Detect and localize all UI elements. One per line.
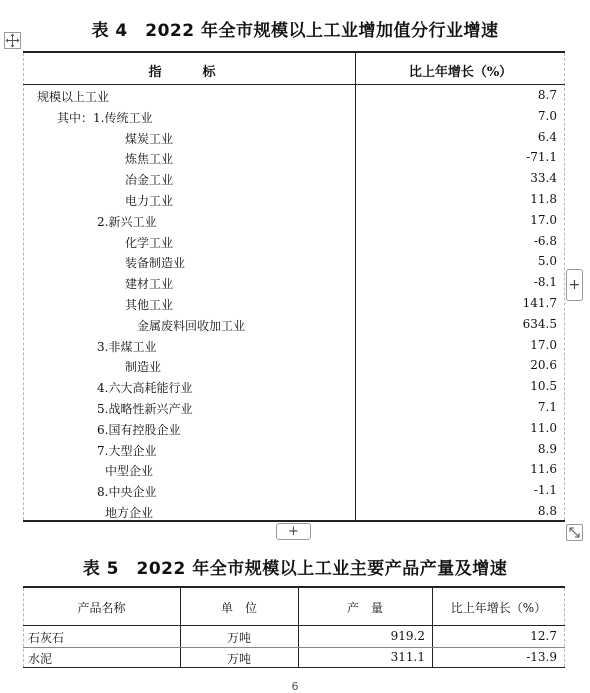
row-label: 其中：1.传统工业 [57,110,153,125]
row-label: 规模以上工业 [37,90,110,104]
row-value: 8.8 [537,503,557,518]
row-label: 煤炭工业 [125,131,174,146]
table5 [23,586,565,668]
row-value: -71.1 [526,150,557,165]
table4-title: 表 4 2022 年全市规模以上工业增加值分行业增速 [91,21,499,41]
row-label: 地方企业 [105,505,154,520]
table4-header [23,53,565,85]
resize-arrow-icon [567,525,582,540]
row-label: 金属废料回收加工业 [137,318,246,333]
page-number: 6 [291,680,299,693]
row-value: 11.8 [530,191,557,206]
row-value: 6.4 [537,129,557,144]
table5-growth: 12.7 [530,629,557,643]
table-row [23,335,565,356]
table5-growth: -13.9 [526,650,557,664]
table-row [23,147,565,168]
row-label: 炼焦工业 [125,152,174,167]
row-value: 634.5 [522,316,557,331]
table5-header-rule [23,625,565,626]
table5-product: 水泥 [28,652,53,666]
row-value: 11.6 [530,462,557,477]
table-row [23,210,565,231]
table5-header-output: 产 量 [346,601,383,615]
row-label: 2.新兴工业 [97,214,157,229]
row-value: 11.0 [530,420,557,435]
row-value: 8.7 [537,88,557,102]
table4-header-growth: 比上年增长（%） [408,65,513,80]
table-row [23,168,565,189]
row-value: 141.7 [522,295,557,310]
table4-body [23,85,565,522]
table-row [23,418,565,439]
table5-unit: 万吨 [226,631,251,645]
table-row [23,85,565,106]
table-row [23,272,565,293]
table-row [23,314,565,335]
row-label: 4.六大高耗能行业 [97,381,193,396]
row-value: 5.0 [537,254,557,269]
table-resize-handle[interactable] [566,524,583,541]
row-label: 其他工业 [125,297,174,312]
row-label: 7.大型企业 [97,443,157,458]
row-value: -8.1 [533,275,557,290]
row-value: 33.4 [530,171,557,186]
row-label: 建材工业 [125,277,174,292]
table-row [23,106,565,127]
table5-header-unit: 单 位 [220,601,257,615]
row-label: 电力工业 [125,193,174,208]
table-row [23,127,565,148]
add-column-button[interactable]: + [566,269,583,301]
row-label: 装备制造业 [125,256,186,271]
row-value: 8.9 [537,441,557,456]
row-value: 17.0 [530,212,557,227]
table-row [23,293,565,314]
table-row [23,397,565,418]
row-value: -6.8 [533,233,557,248]
row-value: 17.0 [530,337,557,352]
table5-title: 表 5 2022 年全市规模以上工业主要产品产量及增速 [82,559,508,579]
table5-product: 石灰石 [28,631,65,645]
table5-output: 311.1 [390,650,425,664]
table-row [23,439,565,460]
table-row [23,251,565,272]
row-value: 10.5 [530,379,557,394]
row-value: 20.6 [530,358,557,373]
table4-header-indicator: 指 标 [148,65,230,80]
table4 [23,51,565,522]
row-label: 8.中央企业 [97,485,157,500]
table-row [23,459,565,480]
add-row-button[interactable]: + [276,523,311,540]
table5-header-product: 产品名称 [77,601,126,615]
row-value: 7.1 [537,399,557,414]
table5-row-rule [23,647,565,648]
row-value: 7.0 [537,108,557,123]
table-row [23,355,565,376]
row-value: -1.1 [533,483,557,498]
row-label: 制造业 [125,360,162,375]
table5-unit: 万吨 [226,652,251,666]
table-row [23,231,565,252]
table-row [23,376,565,397]
table-row [23,189,565,210]
table5-header-growth: 比上年增长（%） [450,601,547,615]
row-label: 中型企业 [105,464,154,479]
table-row [23,480,565,501]
row-label: 5.战略性新兴产业 [97,401,193,416]
row-label: 6.国有控股企业 [97,422,181,437]
row-label: 冶金工业 [125,173,174,188]
table5-output: 919.2 [390,629,425,643]
row-label: 3.非煤工业 [97,339,157,354]
row-label: 化学工业 [125,235,174,250]
table-row [23,501,565,522]
